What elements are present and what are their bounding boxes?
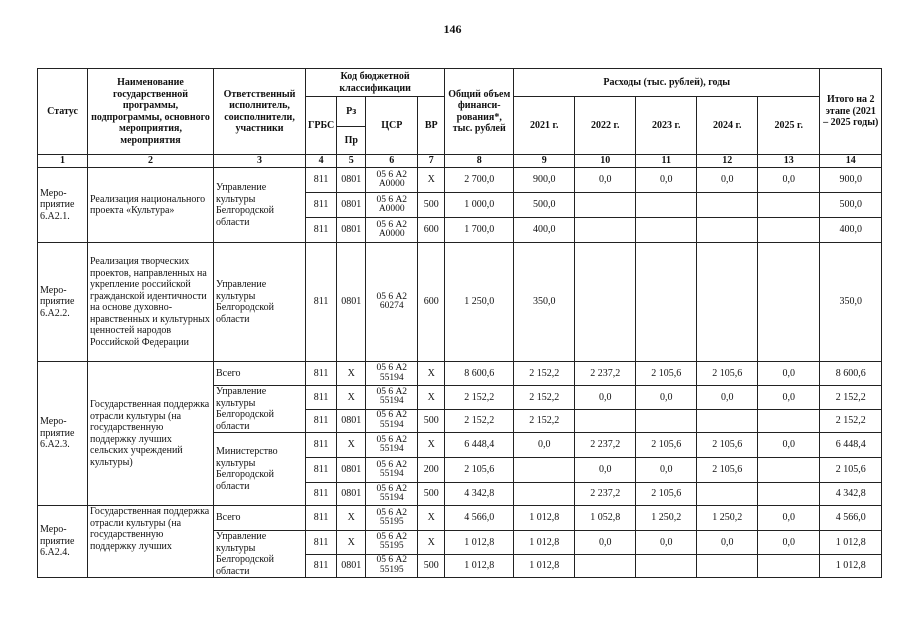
csr-cell: 05 6 А2 55194 [366,362,418,386]
y2025-cell [758,458,820,483]
m3-row-1 [38,362,882,386]
column-number: 7 [418,155,445,168]
rz-cell: 0801 [337,554,366,578]
header-year-2025: 2025 г. [758,97,820,155]
sum-cell: 1 012,8 [820,554,882,578]
header-status: Статус [38,69,88,155]
vr-cell: 600 [418,218,445,243]
column-number: 10 [575,155,636,168]
y2024-cell [697,243,758,362]
y2021-cell: 0,0 [514,433,575,458]
y2023-cell: 0,0 [636,168,697,193]
rz-cell: Х [337,386,366,410]
m1-row-1 [38,168,882,193]
y2024-cell [697,193,758,218]
vr-cell: 500 [418,483,445,506]
header-rz: Рз [337,97,366,127]
sum-cell: 6 448,4 [820,433,882,458]
rz-cell: Х [337,362,366,386]
sum-cell: 8 600,6 [820,362,882,386]
column-number: 12 [697,155,758,168]
y2023-cell: 1 250,2 [636,506,697,531]
sum-cell: 400,0 [820,218,882,243]
column-number: 2 [88,155,214,168]
vr-cell: Х [418,168,445,193]
y2021-cell: 2 152,2 [514,386,575,410]
y2024-cell: 2 105,6 [697,362,758,386]
column-number: 4 [306,155,337,168]
sum-cell: 900,0 [820,168,882,193]
column-number: 6 [366,155,418,168]
header-year-2023: 2023 г. [636,97,697,155]
header-year-2024: 2024 г. [697,97,758,155]
column-number: 13 [758,155,820,168]
y2023-cell: 2 105,6 [636,362,697,386]
y2025-cell: 0,0 [758,531,820,555]
header-row-1 [38,69,882,97]
y2024-cell: 0,0 [697,386,758,410]
y2021-cell [514,483,575,506]
column-number: 14 [820,155,882,168]
y2021-cell: 2 152,2 [514,362,575,386]
m3-name: Государственная поддержка отрасли культуры (на государственную поддержку лучших сельских учреждений культуры) [88,362,214,506]
csr-cell: 05 6 А2 А0000 [366,168,418,193]
rz-cell: Х [337,506,366,531]
vr-cell: Х [418,362,445,386]
grbs-cell: 811 [306,433,337,458]
m3-status: Меро-приятие 6.А2.3. [38,362,88,506]
total-cell: 6 448,4 [445,433,514,458]
y2022-cell: 2 237,2 [575,483,636,506]
y2024-cell: 0,0 [697,531,758,555]
csr-cell: 05 6 А2 60274 [366,243,418,362]
grbs-cell: 811 [306,193,337,218]
csr-cell: 05 6 А2 55194 [366,409,418,433]
y2024-cell [697,409,758,433]
rz-cell: 0801 [337,458,366,483]
y2022-cell: 2 237,2 [575,362,636,386]
budget-table [37,68,882,578]
vr-cell: Х [418,531,445,555]
rz-cell: 0801 [337,483,366,506]
y2022-cell: 0,0 [575,458,636,483]
rz-cell: 0801 [337,243,366,362]
rz-cell: 0801 [337,193,366,218]
m4-status: Меро-приятие 6.А2.4. [38,506,88,578]
y2022-cell: 1 052,8 [575,506,636,531]
vr-cell: 500 [418,409,445,433]
csr-cell: 05 6 А2 55194 [366,458,418,483]
header-csr: ЦСР [366,97,418,155]
sum-cell: 1 012,8 [820,531,882,555]
vr-cell: Х [418,433,445,458]
y2025-cell [758,554,820,578]
y2023-cell [636,218,697,243]
y2022-cell: 0,0 [575,386,636,410]
y2023-cell [636,554,697,578]
csr-cell: 05 6 А2 55194 [366,386,418,410]
csr-cell: 05 6 А2 А0000 [366,193,418,218]
y2023-cell: 0,0 [636,386,697,410]
m1-status: Меро-приятие 6.А2.1. [38,168,88,243]
y2022-cell: 0,0 [575,168,636,193]
column-number: 5 [337,155,366,168]
sum-cell: 350,0 [820,243,882,362]
m3-responsible-all: Всего [214,362,306,386]
m4-name: Государственная поддержка отрасли культуры (на государственную поддержку лучших [88,506,214,578]
total-cell: 2 152,2 [445,409,514,433]
column-number: 11 [636,155,697,168]
column-number: 9 [514,155,575,168]
header-name: Наименование государственной программы, подпрограммы, основного мероприятия, мероприятия [88,69,214,155]
rz-cell: Х [337,531,366,555]
y2025-cell: 0,0 [758,168,820,193]
y2024-cell: 1 250,2 [697,506,758,531]
m2-status: Меро-приятие 6.А2.2. [38,243,88,362]
total-cell: 2 105,6 [445,458,514,483]
header-expenses: Расходы (тыс. рублей), годы [514,69,820,97]
rz-cell: 0801 [337,218,366,243]
vr-cell: 600 [418,243,445,362]
y2023-cell: 0,0 [636,458,697,483]
sum-cell: 4 566,0 [820,506,882,531]
csr-cell: 05 6 А2 55195 [366,531,418,555]
grbs-cell: 811 [306,531,337,555]
m3-responsible-upravlenie: Управление культуры Белгородской области [214,386,306,433]
header-total-stage: Итого на 2 этапе (2021 – 2025 годы) [820,69,882,155]
column-number: 8 [445,155,514,168]
csr-cell: 05 6 А2 А0000 [366,218,418,243]
total-cell: 1 012,8 [445,531,514,555]
total-cell: 8 600,6 [445,362,514,386]
y2025-cell [758,409,820,433]
rz-cell: 0801 [337,168,366,193]
y2023-cell: 2 105,6 [636,483,697,506]
total-cell: 2 700,0 [445,168,514,193]
m3-responsible-ministry: Министерство культуры Белгородской области [214,433,306,506]
sum-cell: 4 342,8 [820,483,882,506]
sum-cell: 2 105,6 [820,458,882,483]
column-number: 1 [38,155,88,168]
column-number-row [38,155,882,168]
y2024-cell: 2 105,6 [697,458,758,483]
y2025-cell: 0,0 [758,362,820,386]
header-year-2021: 2021 г. [514,97,575,155]
csr-cell: 05 6 А2 55195 [366,506,418,531]
header-total-volume: Общий объем финанси-рования*, тыс. рублей [445,69,514,155]
y2025-cell [758,243,820,362]
sum-cell: 2 152,2 [820,409,882,433]
grbs-cell: 811 [306,362,337,386]
y2025-cell: 0,0 [758,506,820,531]
total-cell: 1 250,0 [445,243,514,362]
y2024-cell: 0,0 [697,168,758,193]
y2025-cell: 0,0 [758,386,820,410]
m4-responsible-upravlenie: Управление культуры Белгородской области [214,531,306,578]
vr-cell: Х [418,386,445,410]
y2021-cell: 400,0 [514,218,575,243]
y2024-cell [697,554,758,578]
header-responsible: Ответственный исполнитель, соисполнители, участники [214,69,306,155]
m2-name: Реализация творческих проектов, направленных на укрепление российской гражданской идентичности на основе духовно-нравственных и культурных ценностей народов Российской Федерации [88,243,214,362]
y2021-cell: 350,0 [514,243,575,362]
y2023-cell: 2 105,6 [636,433,697,458]
grbs-cell: 811 [306,483,337,506]
header-vr: ВР [418,97,445,155]
grbs-cell: 811 [306,554,337,578]
y2021-cell [514,458,575,483]
total-cell: 4 566,0 [445,506,514,531]
y2021-cell: 1 012,8 [514,506,575,531]
y2021-cell: 1 012,8 [514,554,575,578]
y2024-cell: 2 105,6 [697,433,758,458]
grbs-cell: 811 [306,386,337,410]
y2021-cell: 900,0 [514,168,575,193]
vr-cell: 500 [418,193,445,218]
y2022-cell [575,218,636,243]
m1-name: Реализация национального проекта «Культура» [88,168,214,243]
y2025-cell: 0,0 [758,433,820,458]
total-cell: 2 152,2 [445,386,514,410]
m2-row [38,243,882,362]
sum-cell: 500,0 [820,193,882,218]
vr-cell: Х [418,506,445,531]
y2024-cell [697,218,758,243]
header-budget-code: Код бюджетной классификации [306,69,445,97]
y2022-cell: 2 237,2 [575,433,636,458]
grbs-cell: 811 [306,458,337,483]
sum-cell: 2 152,2 [820,386,882,410]
grbs-cell: 811 [306,409,337,433]
rz-cell: Х [337,433,366,458]
y2022-cell [575,554,636,578]
vr-cell: 200 [418,458,445,483]
y2024-cell [697,483,758,506]
y2025-cell [758,483,820,506]
m2-responsible: Управление культуры Белгородской области [214,243,306,362]
m4-row-1 [38,506,882,531]
csr-cell: 05 6 А2 55195 [366,554,418,578]
y2021-cell: 500,0 [514,193,575,218]
rz-cell: 0801 [337,409,366,433]
m1-responsible: Управление культуры Белгородской области [214,168,306,243]
grbs-cell: 811 [306,168,337,193]
vr-cell: 500 [418,554,445,578]
y2023-cell [636,243,697,362]
total-cell: 1 012,8 [445,554,514,578]
page-number: 146 [443,22,462,36]
grbs-cell: 811 [306,506,337,531]
grbs-cell: 811 [306,243,337,362]
y2023-cell [636,193,697,218]
y2023-cell: 0,0 [636,531,697,555]
y2021-cell: 1 012,8 [514,531,575,555]
total-cell: 4 342,8 [445,483,514,506]
y2025-cell [758,193,820,218]
header-year-2022: 2022 г. [575,97,636,155]
grbs-cell: 811 [306,218,337,243]
y2021-cell: 2 152,2 [514,409,575,433]
y2022-cell [575,409,636,433]
m4-responsible-all: Всего [214,506,306,531]
y2022-cell [575,193,636,218]
csr-cell: 05 6 А2 55194 [366,433,418,458]
y2025-cell [758,218,820,243]
total-cell: 1 700,0 [445,218,514,243]
header-grbs: ГРБС [306,97,337,155]
y2023-cell [636,409,697,433]
header-pr: Пр [337,127,366,155]
column-number: 3 [214,155,306,168]
total-cell: 1 000,0 [445,193,514,218]
y2022-cell: 0,0 [575,531,636,555]
csr-cell: 05 6 А2 55194 [366,483,418,506]
y2022-cell [575,243,636,362]
